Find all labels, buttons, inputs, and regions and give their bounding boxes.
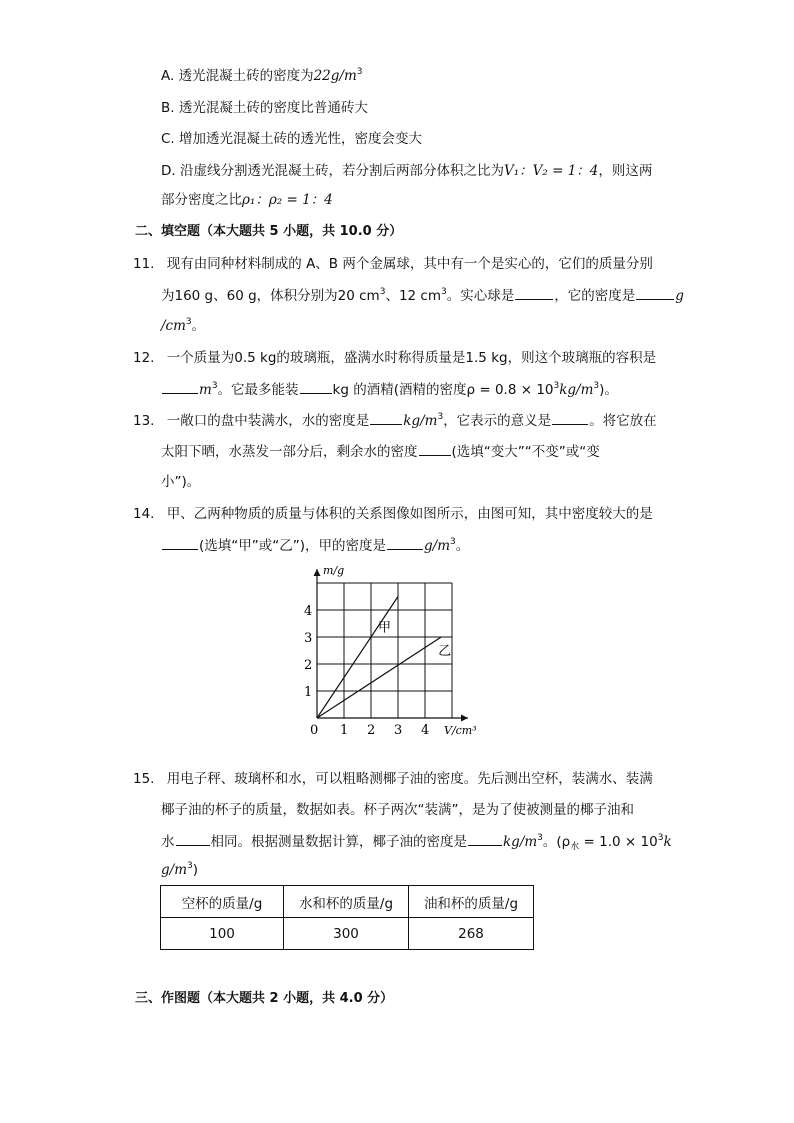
answer-blank[interactable]	[552, 410, 588, 425]
x-tick-label: 3	[394, 723, 403, 738]
y-tick-label: 2	[304, 658, 313, 673]
q12: 12. 一个质量为0.5 kg的玻璃瓶，盛满水时称得质量是1.5 kg，则这个玻璃瓶的容积是	[133, 350, 657, 366]
table-header: 空杯的质量/g	[161, 886, 284, 918]
chart-labels	[304, 564, 477, 738]
answer-blank[interactable]	[515, 285, 553, 300]
table-header: 油和杯的质量/g	[409, 886, 534, 918]
table-cell: 268	[409, 918, 534, 950]
x-tick-label: 4	[421, 723, 430, 738]
answer-blank[interactable]	[300, 379, 332, 394]
y-tick-label: 4	[304, 604, 313, 619]
table-row	[161, 918, 534, 950]
answer-blank[interactable]	[387, 535, 423, 550]
answer-blank[interactable]	[162, 535, 198, 550]
option-d-cont: 部分密度之比ρ₁：ρ₂ = 1：4	[161, 192, 333, 208]
q11-line3: $/cm^3$。	[161, 317, 206, 334]
table-header: 水和杯的质量/g	[284, 886, 409, 918]
x-tick-label: 1	[340, 723, 349, 738]
series-label-1: 甲	[378, 620, 392, 636]
q11: 11. 现有由同种材料制成的 A、B 两个金属球，其中有一个是实心的，它们的质量分别	[133, 256, 653, 272]
section-3-title: 三、作图题（本大题共 2 小题，共 4.0 分）	[135, 991, 394, 1006]
table-cell: 300	[284, 918, 409, 950]
y-tick-label: 1	[304, 685, 313, 700]
answer-blank[interactable]	[162, 379, 198, 394]
q14: 14. 甲、乙两种物质的质量与体积的关系图像如图所示，由图可知，其中密度较大的是	[133, 506, 653, 522]
answer-blank[interactable]	[636, 285, 674, 300]
q13: 13. 一敞口的盘中装满水，水的密度是 $kg/m^3$，它表示的意义是 。将它放在	[133, 412, 657, 429]
series-line-1	[317, 597, 398, 719]
x-tick-label: 0	[310, 723, 319, 738]
answer-blank[interactable]	[419, 441, 451, 456]
mass-volume-chart	[295, 560, 495, 738]
q15-line3: 水 相同。根据测量数据计算，椰子油的密度是 $kg/m^3$。($\rho_水 = 1.0 \times 10^3k$	[161, 833, 672, 852]
section-2-title: 二、填空题（本大题共 5 小题，共 10.0 分）	[135, 224, 403, 239]
y-tick-label: 3	[304, 631, 313, 646]
q15: 15. 用电子秤、玻璃杯和水，可以粗略测椰子油的密度。先后测出空杯，装满水、装满	[133, 771, 653, 787]
q15-line4: $g/m^3$)	[161, 861, 199, 878]
table-cell: 100	[161, 918, 284, 950]
y-axis-label: m/g	[323, 564, 345, 577]
series-label-2: 乙	[438, 644, 452, 659]
chart-series	[317, 597, 441, 719]
q13-line3: 小”)。	[161, 474, 201, 490]
q12-line2: $m^3$。它最多能装 kg 的酒精(酒精的密度$\rho = 0.8 \times 10^3kg/m^3$)。	[161, 379, 618, 400]
q13-line2: 太阳下晒，水蒸发一部分后，剩余水的密度 (选填“变大”“不变”或“变	[161, 441, 600, 462]
q14-line2: (选填“甲”或“乙”)，甲的密度是 $g/m^3$。	[161, 535, 469, 556]
option-c: C. 增加透光混凝土砖的透光性，密度会变大	[161, 131, 423, 147]
x-axis-label: V/cm³	[444, 724, 477, 737]
answer-blank[interactable]	[176, 831, 210, 846]
q11-line2: 为160 g、60 g，体积分别为20 $cm^3$、12 $cm^3$。实心球是 ，它的密度是 g	[161, 287, 684, 304]
answer-blank[interactable]	[468, 831, 502, 846]
option-b: B. 透光混凝土砖的密度比普通砖大	[161, 100, 368, 116]
chart-grid	[317, 583, 452, 718]
q15-line2: 椰子油的杯子的质量，数据如表。杯子两次“装满”，是为了使被测量的椰子油和	[161, 802, 634, 818]
answer-blank[interactable]	[370, 410, 402, 425]
series-line-2	[317, 637, 441, 718]
data-table	[160, 885, 534, 950]
table-header-row	[161, 886, 534, 918]
option-d: D. 沿虚线分割透光混凝土砖，若分割后两部分体积之比为V₁：V₂ = 1：4，则这两	[161, 163, 653, 179]
x-tick-label: 2	[367, 723, 376, 738]
option-a: A. 透光混凝土砖的密度为$22g/m^3$	[161, 67, 363, 84]
